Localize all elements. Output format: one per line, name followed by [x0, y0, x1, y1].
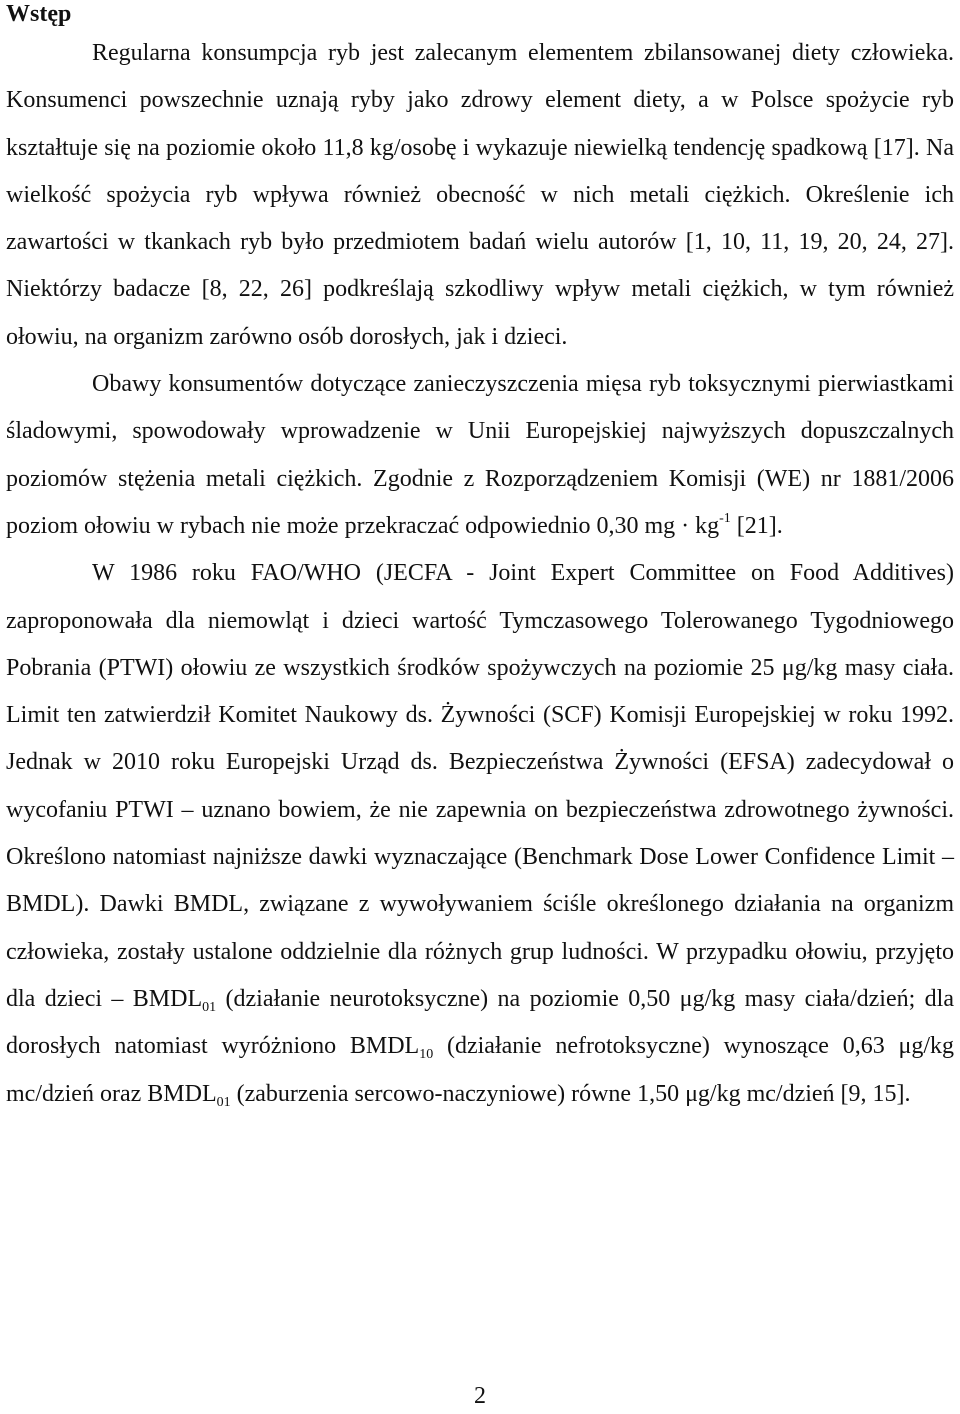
- paragraph-text: (zaburzenia sercowo-naczyniowe) równe 1,50 μg/kg mc/dzień [9, 15].: [230, 1080, 911, 1107]
- paragraph-text: (działanie nefrotoksyczne) wynoszące 0,63 μg/kg mc/dzień oraz BMDL: [6, 1033, 955, 1107]
- unit-exponent: -1: [719, 510, 731, 526]
- paragraph-text: Obawy konsumentów dotyczące zanieczyszczenia mięsa ryb toksycznymi pierwiastkami śladowymi, spowodowały wprowadzenie w Unii Europejskiej najwyższych dopuszczalnych poziomów stężenia metali ciężkich. Zgodnie z Rozporządzeniem Komisji (WE) nr 1881/2006 poziom ołowiu w rybach nie może przekraczać odpowiednio 0,30 mg · kg: [6, 371, 954, 539]
- paragraph-text: W 1986 roku FAO/WHO (JECFA - Joint Expert Committee on Food Additives) zaproponowała dla niemowląt i dzieci wartość Tymczasowego Tolerowanego Tygodniowego Pobrania (PTWI) ołowiu ze wszystkich środków spożywczych na poziomie 25 μg/kg masy ciała. Limit ten zatwierdził Komitet Naukowy ds. Żywności (SCF) Komisji Europejskiej w roku 1992. Jednak w 2010 roku Europejski Urząd ds. Bezpieczeństwa Żywności (EFSA) zadecydował o wycofaniu PTWI – uznano bowiem, że nie zapewnia on bezpieczeństwa zdrowotnego żywności. Określono natomiast najniższe dawki wyznaczające (Benchmark Dose Lower Confidence Limit – BMDL). Dawki BMDL, związane z wywoływaniem ściśle określonego działania na organizm człowieka, zostały ustalone oddzielnie dla różnych grup ludności. W przypadku ołowiu, przyjęto dla dzieci – BMDL: [6, 560, 954, 1012]
- paragraph-ptwi-bmdl: [6, 550, 954, 1118]
- section-heading: Wstęp: [6, 1, 72, 27]
- bmdl-subscript: 10: [419, 1047, 434, 1063]
- document-body: [6, 30, 954, 1118]
- paragraph-intro: Regularna konsumpcja ryb jest zalecanym elementem zbilansowanej diety człowieka. Konsumenci powszechnie uznają ryby jako zdrowy element diety, a w Polsce spożycie ryb kształtuje się na poziomie około 11,8 kg/osobę i wykazuje niewielką tendencję spadkową [17]. Na wielkość spożycia ryb wpływa również obecność w nich metali ciężkich. Określenie ich zawartości w tkankach ryb było przedmiotem badań wielu autorów [1, 10, 11, 19, 20, 24, 27]. Niektórzy badacze [8, 22, 26] podkreślają szkodliwy wpływ metali ciężkich, w tym również ołowiu, na organizm zarówno osób dorosłych, jak i dzieci.: [6, 40, 954, 350]
- paragraph-text: (działanie neurotoksyczne) na poziomie 0,50 μg/kg masy ciała/dzień; dla dorosłych natomiast wyróżniono BMDL: [6, 985, 954, 1060]
- page-number: 2: [474, 1383, 486, 1409]
- citation: [21].: [730, 512, 783, 539]
- bmdl-subscript: 01: [216, 1094, 231, 1110]
- paragraph-eu-regulation: [6, 361, 954, 550]
- bmdl-subscript: 01: [202, 999, 217, 1015]
